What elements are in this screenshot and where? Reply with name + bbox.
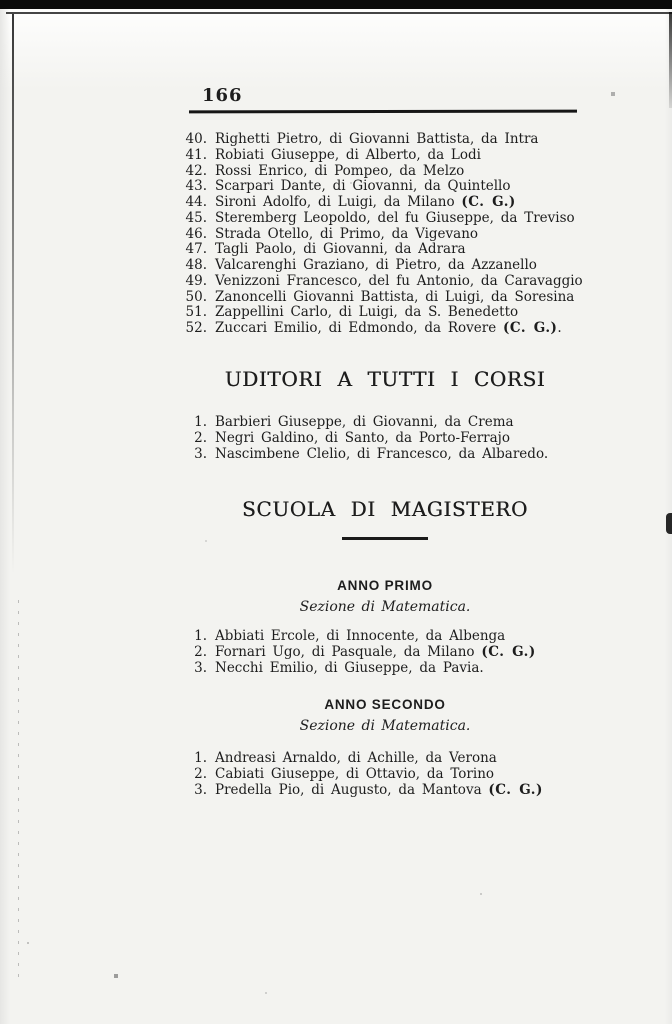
item-number: 42.	[185, 162, 207, 179]
list-item	[177, 447, 607, 463]
item-text: Zuccari Emilio, di Edmondo, da Rovere (C. G.).	[215, 320, 562, 336]
item-number: 2.	[194, 643, 207, 660]
anno-primo-heading: ANNO PRIMO	[337, 578, 433, 593]
item-text: Sironi Adolfo, di Luigi, da Milano (C. G.)	[215, 194, 516, 210]
item-number: 51.	[185, 304, 207, 321]
scan-edge-top-bar	[0, 0, 672, 9]
list-item	[177, 148, 607, 164]
item-number: 46.	[185, 225, 207, 242]
list-item	[177, 258, 607, 274]
item-text: Abbiati Ercole, di Innocente, da Albenga	[215, 628, 506, 644]
honors-mark: (C. G.)	[461, 194, 516, 210]
item-number: 1.	[194, 750, 207, 766]
item-number: 1.	[194, 414, 207, 430]
anno-secondo-subheading: Sezione di Matematica.	[299, 718, 471, 734]
item-number: 3.	[194, 445, 207, 462]
page-number: 166	[202, 85, 243, 106]
honors-mark: (C. G.)	[502, 320, 558, 336]
magistero-title: SCUOLA DI MAGISTERO	[242, 497, 528, 521]
uditori-title: UDITORI A TUTTI I CORSI	[224, 367, 546, 391]
item-number: 44.	[185, 194, 207, 210]
item-text: Robiati Giuseppe, di Alberto, da Lodi	[215, 146, 481, 163]
list-item	[177, 164, 607, 180]
item-text: Righetti Pietro, di Giovanni Battista, da Intra	[215, 131, 539, 147]
list-item	[177, 211, 607, 227]
honors-mark: (C. G.)	[481, 643, 536, 660]
item-text: Andreasi Arnaldo, di Achille, da Verona	[215, 750, 497, 766]
scan-crease-line-lower	[18, 600, 19, 980]
list-item	[177, 195, 607, 211]
list-item	[177, 227, 607, 243]
item-number: 49.	[185, 272, 207, 289]
item-number: 52.	[185, 320, 207, 336]
item-number: 50.	[185, 288, 207, 305]
item-text: Fornari Ugo, di Pasquale, da Milano (C. G.)	[215, 643, 536, 660]
item-number: 40.	[185, 131, 207, 147]
list-item	[177, 629, 607, 645]
item-text: Venizzoni Francesco, del fu Antonio, da Caravaggio	[215, 272, 583, 289]
scan-specks	[0, 0, 2, 2]
item-text: Rossi Enrico, di Pompeo, da Melzo	[215, 162, 465, 179]
item-number: 1.	[194, 628, 207, 644]
item-number: 2.	[194, 429, 207, 446]
list-item	[177, 431, 607, 447]
anno-primo-subheading: Sezione di Matematica.	[299, 599, 471, 615]
item-number: 3.	[194, 781, 207, 798]
item-text: Cabiati Giuseppe, di Ottavio, da Torino	[215, 765, 495, 782]
list-item	[177, 661, 607, 677]
student-list-anno-secondo	[177, 751, 607, 798]
list-item	[177, 751, 607, 767]
item-text: Scarpari Dante, di Giovanni, da Quintello	[215, 178, 511, 195]
item-text: Steremberg Leopoldo, del fu Giuseppe, da Treviso	[215, 209, 575, 226]
list-item	[177, 783, 607, 799]
scan-crease-line	[12, 14, 14, 574]
item-number: 43.	[185, 178, 207, 195]
list-item	[177, 274, 607, 290]
item-text: Tagli Paolo, di Giovanni, da Adrara	[215, 241, 466, 258]
header-rule	[189, 110, 577, 114]
list-item	[177, 290, 607, 306]
list-item	[177, 132, 607, 148]
scan-page-edge-line	[6, 12, 672, 14]
item-text: Zappellini Carlo, di Luigi, da S. Benedetto	[215, 304, 519, 321]
student-list-uditori	[177, 415, 607, 462]
item-text: Necchi Emilio, di Giuseppe, da Pavia.	[215, 659, 484, 676]
scan-ink-blob	[666, 513, 672, 534]
list-item	[177, 242, 607, 258]
item-text: Barbieri Giuseppe, di Giovanni, da Crema	[215, 414, 514, 430]
list-item	[177, 321, 607, 337]
list-item	[177, 305, 607, 321]
item-number: 45.	[185, 209, 207, 226]
item-number: 47.	[185, 241, 207, 258]
list-item	[177, 767, 607, 783]
item-text: Zanoncelli Giovanni Battista, di Luigi, da Soresina	[215, 288, 575, 305]
item-text: Nascimbene Clelio, di Francesco, da Albaredo.	[215, 445, 549, 462]
honors-mark: (C. G.)	[488, 781, 543, 798]
student-list-main	[177, 132, 607, 337]
item-number: 3.	[194, 659, 207, 676]
section-divider-rule	[342, 537, 428, 540]
item-number: 41.	[185, 146, 207, 163]
anno-secondo-heading: ANNO SECONDO	[324, 697, 446, 712]
student-list-anno-primo	[177, 629, 607, 676]
list-item	[177, 645, 607, 661]
list-item	[177, 415, 607, 431]
item-text: Valcarenghi Graziano, di Pietro, da Azzanello	[215, 257, 537, 273]
item-text: Predella Pio, di Augusto, da Mantova (C. G.)	[215, 781, 543, 798]
list-item	[177, 179, 607, 195]
item-text: Strada Otello, di Primo, da Vigevano	[215, 225, 479, 242]
item-text: Negri Galdino, di Santo, da Porto-Ferrajo	[215, 429, 510, 446]
item-number: 48.	[185, 257, 207, 273]
item-number: 2.	[194, 765, 207, 782]
